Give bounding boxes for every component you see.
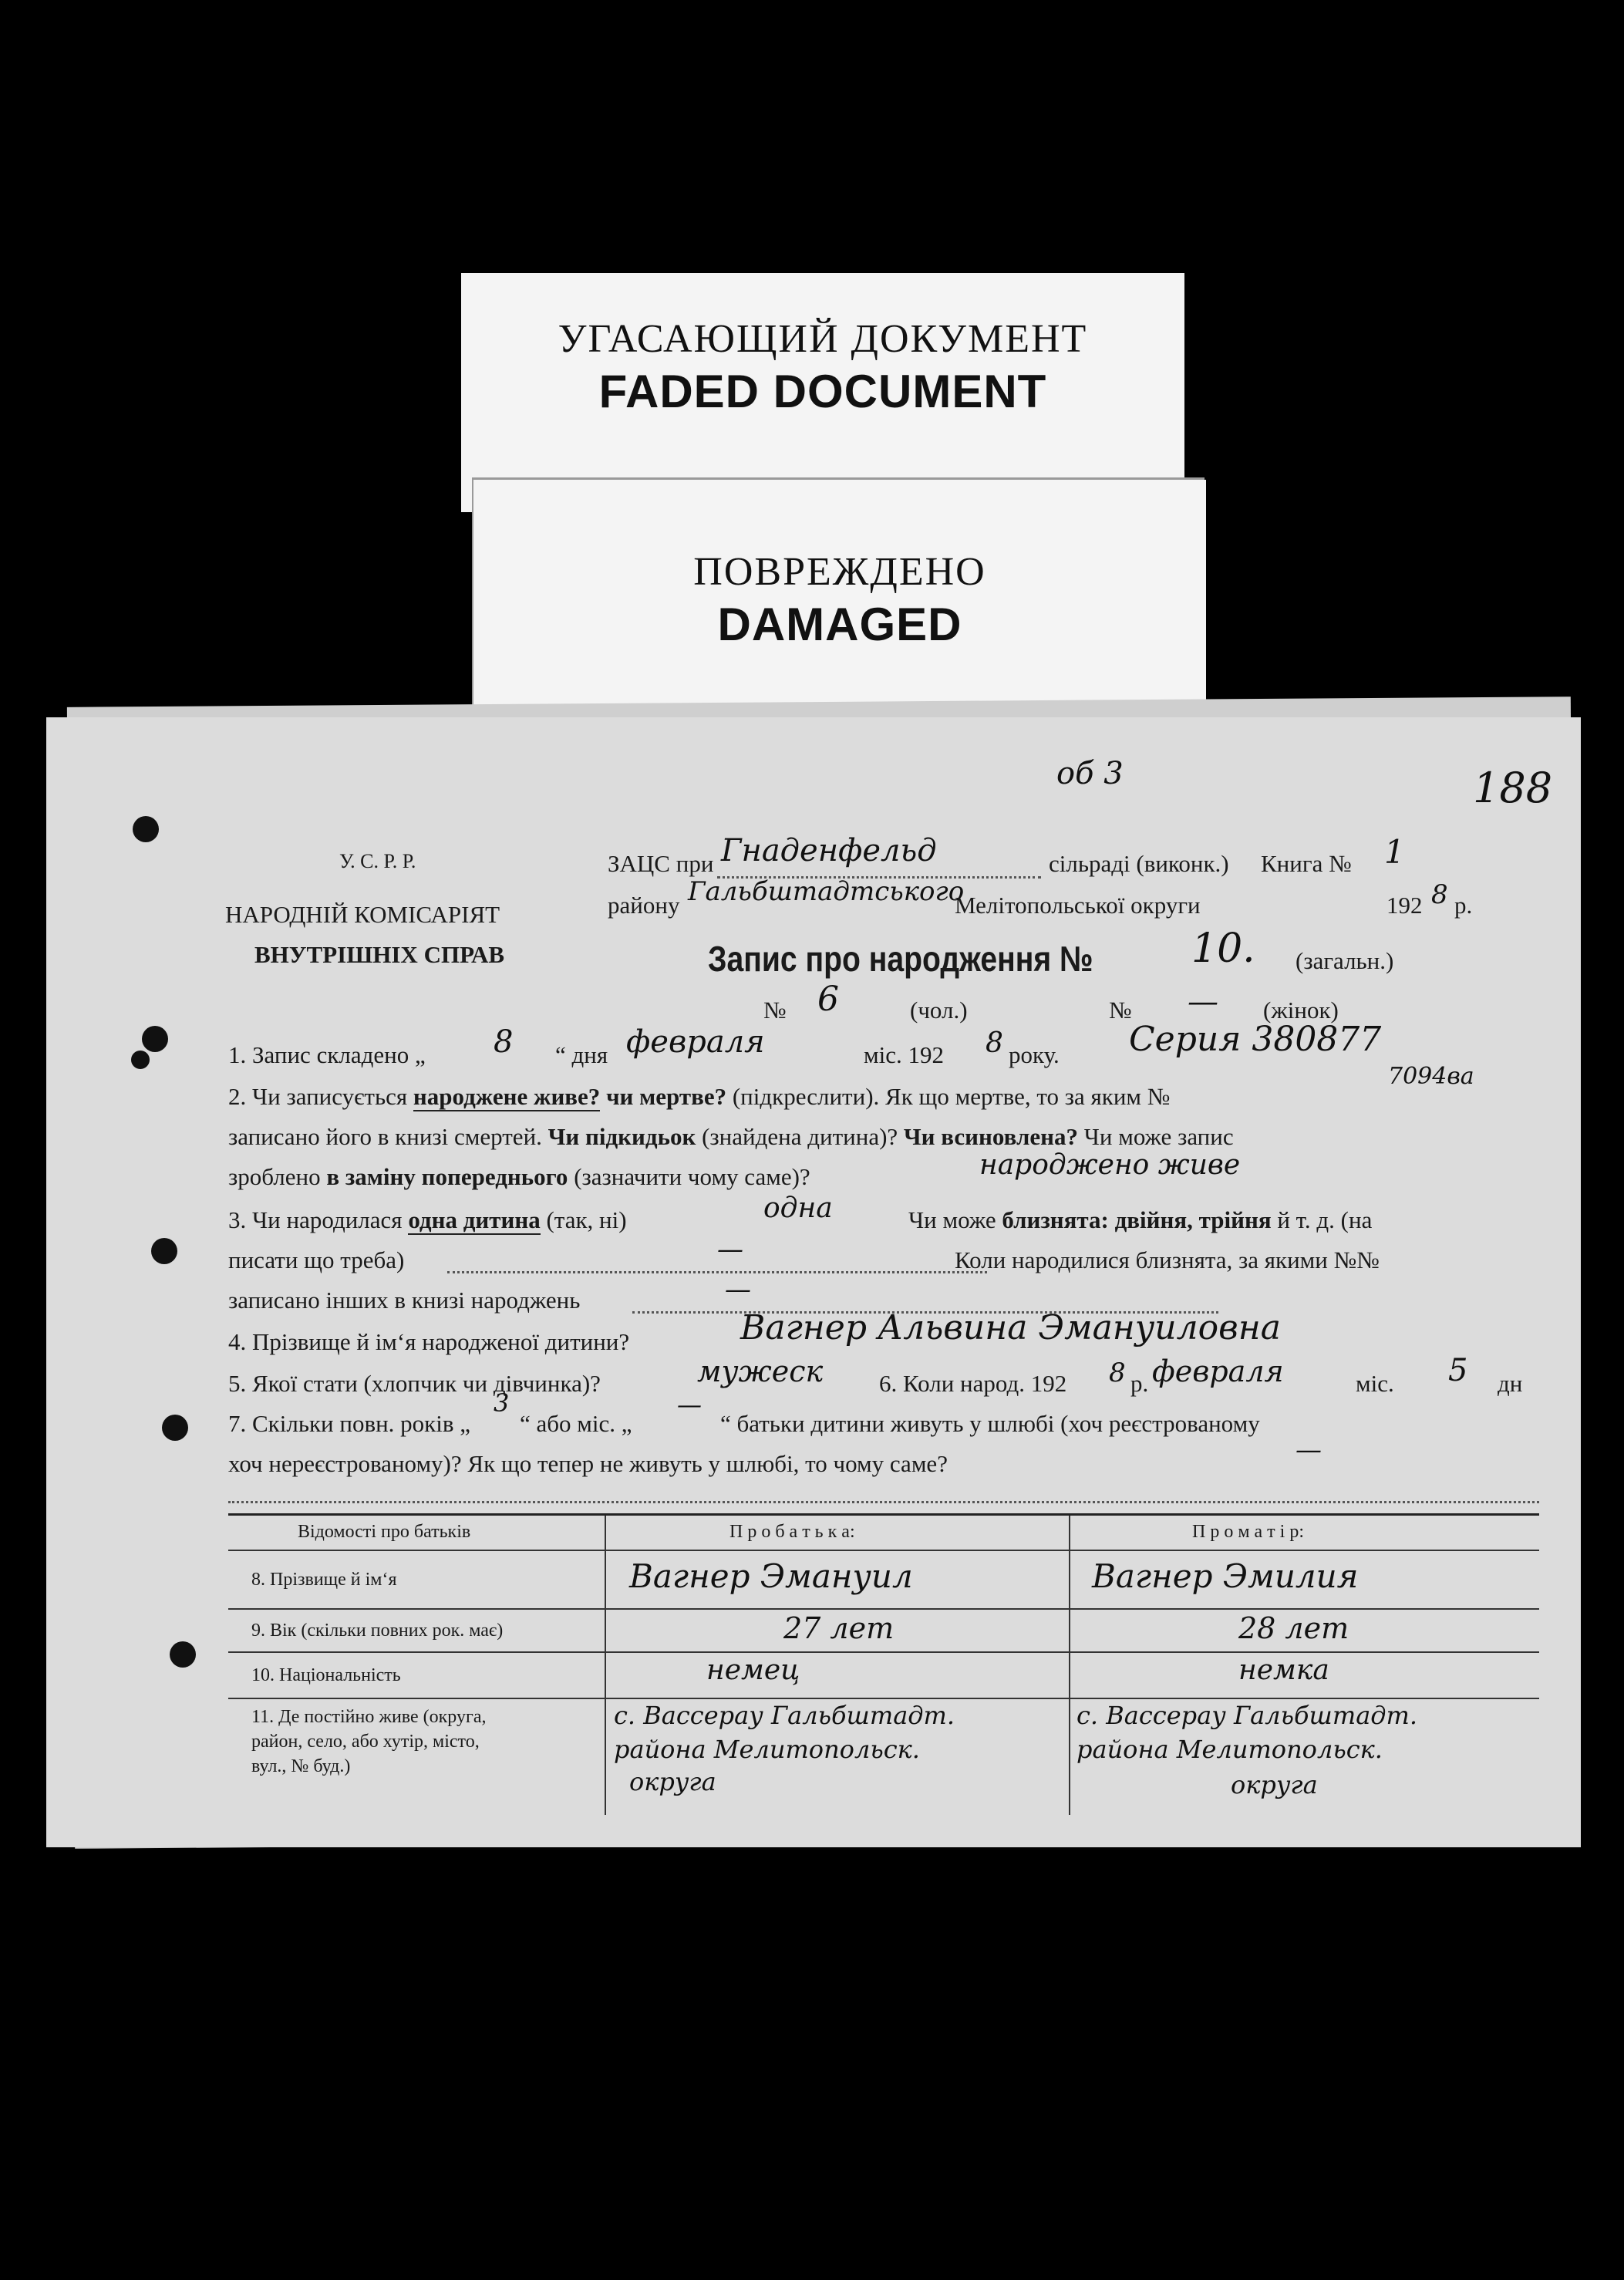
birth-month: февраля xyxy=(1152,1354,1284,1388)
q6-year-digit: 8 xyxy=(1109,1358,1126,1388)
dead-option: чи мертве? xyxy=(606,1083,727,1110)
q6-text: 6. Коли народ. 192 xyxy=(879,1370,1067,1397)
damaged-label xyxy=(473,480,1206,713)
q7-text-b: “ або міс. „ xyxy=(520,1410,632,1437)
q1-year-digit: 8 xyxy=(986,1027,1003,1059)
male-label: (чол.) xyxy=(910,997,968,1024)
book-number: 1 xyxy=(1384,833,1405,871)
okruga-label: Мелітопольської округи xyxy=(955,892,1201,919)
record-general-label: (загальн.) xyxy=(1295,947,1394,974)
village-name: Гнаденфельд xyxy=(721,833,937,868)
q3-line2: писати що треба) xyxy=(228,1246,405,1273)
q2-answer: народжено живе xyxy=(979,1149,1241,1181)
mother-name: Вагнер Эмилия xyxy=(1092,1557,1359,1595)
q2-line2: записано його в книзі смертей. Чи підкидьок (знайдена дитина)? Чи всиновлена? Чи може запис xyxy=(228,1123,1234,1150)
table-head-father: П р о б а т ь к а: xyxy=(729,1522,855,1542)
q3-line1: 3. Чи народилася одна дитина (так, ні) xyxy=(228,1206,627,1233)
damaged-label-en: DAMAGED xyxy=(717,599,962,650)
q3-twins-dash: — xyxy=(717,1234,743,1265)
parents-table xyxy=(228,1513,1539,1815)
q6-mis: міс. xyxy=(1356,1370,1394,1397)
q6-dn: дн xyxy=(1498,1370,1523,1397)
q7-answer: — xyxy=(1295,1435,1322,1465)
female-number: — xyxy=(1188,984,1218,1020)
q3-line1-rest: Чи може близнята: двійня, трійня й т. д. (на xyxy=(908,1206,1373,1233)
q1-text-d: року. xyxy=(1009,1041,1060,1068)
row-name-label: 8. Прізвище й ім‘я xyxy=(251,1570,397,1590)
q1-text-c: міс. 192 xyxy=(864,1041,944,1068)
punch-hole xyxy=(151,1238,177,1264)
row-nationality-label: 10. Національність xyxy=(251,1665,401,1685)
district-prefix: району xyxy=(608,892,680,919)
zags-prefix: ЗАЦС при xyxy=(608,850,714,877)
alive-option: народжене живе? xyxy=(413,1083,601,1110)
birth-day: 5 xyxy=(1448,1353,1468,1388)
punch-hole xyxy=(170,1641,196,1668)
series-note: Серия 380877 xyxy=(1129,1020,1382,1059)
corner-number: 188 xyxy=(1473,764,1553,812)
q5-text: 5. Якої стати (хлопчик чи дівчинка)? xyxy=(228,1370,601,1397)
record-title: Запис про народження № xyxy=(708,939,1093,979)
child-name: Вагнер Альвина Эмануиловна xyxy=(740,1308,1281,1347)
father-name: Вагнер Эмануил xyxy=(629,1557,913,1595)
punch-hole xyxy=(162,1415,188,1441)
top-note: об 3 xyxy=(1056,756,1124,791)
father-address-2: района Мелитопольск. xyxy=(614,1735,920,1764)
q3-answer: одна xyxy=(763,1192,833,1224)
damaged-label-ru: ПОВРЕЖДЕНО xyxy=(693,550,986,594)
q2-line1: 2. Чи записується народжене живе? чи мертве? (підкреслити). Як що мертве, то за яким № xyxy=(228,1083,1171,1110)
table-head-mother: П р о м а т і р: xyxy=(1192,1522,1304,1542)
internal-affairs-header: ВНУТРІШНІХ СПРАВ xyxy=(254,941,505,968)
header-year-digit: 8 xyxy=(1431,879,1448,910)
row-address-label-2: район, село, або хутір, місто, xyxy=(251,1732,480,1752)
q7-text-c: “ батьки дитини живуть у шлюбі (хоч реєстрованому xyxy=(720,1410,1260,1437)
header-year-suffix: р. xyxy=(1454,892,1473,919)
q7-years: 3 xyxy=(494,1388,510,1418)
father-address-1: с. Вассерау Гальбштадт. xyxy=(614,1701,955,1730)
record-number: 10. xyxy=(1191,926,1255,972)
header-year-prefix: 192 xyxy=(1386,892,1423,919)
council-label: сільраді (виконк.) xyxy=(1049,850,1229,877)
punch-hole xyxy=(142,1026,168,1052)
mother-nationality: немка xyxy=(1238,1654,1329,1686)
mother-age: 28 лет xyxy=(1238,1611,1349,1645)
mother-address-2: района Мелитопольск. xyxy=(1076,1735,1383,1764)
mother-address-1: с. Вассерау Гальбштадт. xyxy=(1076,1701,1418,1730)
row-age-label: 9. Вік (скільки повних рок. має) xyxy=(251,1621,504,1641)
q1-month: февраля xyxy=(626,1024,765,1060)
q7-text-a: 7. Скільки повн. років „ xyxy=(228,1410,470,1437)
faded-label-en: FADED DOCUMENT xyxy=(598,366,1047,417)
commissariat-header: НАРОДНІЙ КОМІСАРІЯТ xyxy=(225,901,500,928)
q3-other-dash: — xyxy=(725,1274,751,1305)
q2-side-note: 7094ва xyxy=(1388,1063,1474,1090)
q3-line2-rest: Коли народилися близнята, за якими №№ xyxy=(955,1246,1380,1273)
faded-label-ru: УГАСАЮЩИЙ ДОКУМЕНТ xyxy=(558,317,1088,361)
q3-line3: записано інших в книзі народжень xyxy=(228,1287,581,1314)
female-label: (жінок) xyxy=(1263,997,1339,1024)
usrr-header: У. С. Р. Р. xyxy=(339,850,416,872)
male-no-label: № xyxy=(763,997,787,1024)
q7-months: — xyxy=(677,1390,702,1419)
punch-hole xyxy=(131,1051,150,1069)
female-no-label: № xyxy=(1109,997,1132,1024)
q6-r: р. xyxy=(1130,1370,1149,1397)
mother-address-3: округа xyxy=(1231,1770,1318,1799)
q1-text-b: “ дня xyxy=(555,1041,608,1068)
row-address-label-1: 11. Де постійно живе (округа, xyxy=(251,1707,487,1727)
q7-line2: хоч нереєстрованому)? Як що тепер не живуть у шлюбі, то чому саме? xyxy=(228,1450,948,1477)
row-address-label-3: вул., № буд.) xyxy=(251,1756,351,1776)
father-address-3: округа xyxy=(629,1767,716,1796)
faded-document-label xyxy=(461,273,1184,512)
child-sex: мужеск xyxy=(697,1354,824,1388)
q2-line3: зроблено в заміну попереднього (зазначити чому саме)? xyxy=(228,1163,810,1190)
district-name: Гальбштадтського xyxy=(688,876,965,907)
father-nationality: немец xyxy=(706,1654,800,1686)
birth-record-card xyxy=(46,717,1581,1847)
q1-day: 8 xyxy=(494,1024,514,1060)
punch-hole xyxy=(133,816,159,842)
male-number: 6 xyxy=(817,980,839,1019)
father-age: 27 лет xyxy=(783,1611,895,1645)
book-label: Книга № xyxy=(1261,850,1352,877)
table-head-info: Відомості про батьків xyxy=(298,1522,471,1542)
q4-text: 4. Прізвище й ім‘я народженої дитини? xyxy=(228,1328,630,1355)
q1-text-a: 1. Запис складено „ xyxy=(228,1041,426,1068)
